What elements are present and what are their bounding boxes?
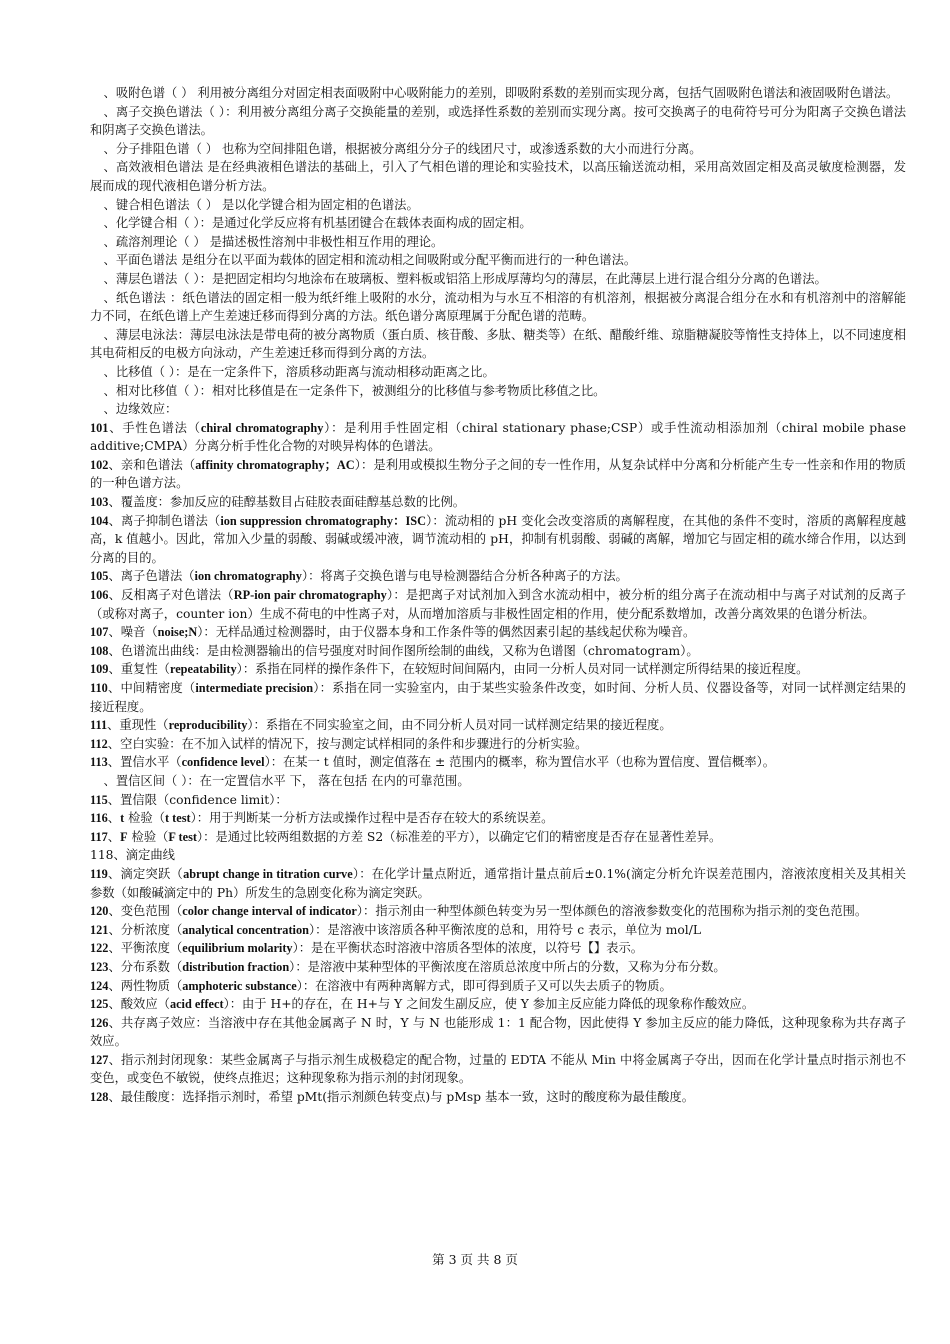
definition-paragraph [90,158,906,195]
definition-text: 、纸色谱法 ：纸色谱法的固定相一般为纸纤维上吸附的水分，流动相为与水互不相溶的有机溶剂，根据被分离混合组分在水和有机溶剂中的溶解能力不同，在纸色谱上产生差速迁移而得到分离的方法。纸色谱分离原理属于分配色谱的范畴。 [90,290,906,324]
definition-term: 、亲和色谱法（ [108,457,196,472]
numbered-definition [90,791,906,810]
term-english: abrupt change in titration curve [183,866,353,881]
definition-paragraph [90,270,906,289]
numbered-definition [90,642,906,661]
definition-text: ）：系指在不同实验室之间，由不同分析人员对同一试样测定结果的接近程度。 [247,718,672,733]
definition-text: ）：将离子交换色谱与电导检测器结合分析各种离子的方法。 [301,569,628,584]
term-english: confidence level [181,755,265,770]
term-english: analytical concentration [182,922,309,937]
definition-term: 、空白实验：在不加入试样的情况下，按与测定试样相同的条件和步骤进行的分析实验。 [107,736,588,751]
definition-text: ）：系指在同一实验室内，由于某些实验条件改变，如时间、分析人员、仪器设备等，对同一试样测定结果的接近程度。 [90,681,906,714]
term-english: reproducibility [168,718,248,733]
definition-number: 121 [90,922,109,937]
definition-paragraph [90,363,906,382]
definition-term: 、覆盖度：参加反应的硅醇基数目占硅胶表面硅醇基总数的比例。 [108,495,466,510]
definition-paragraph [90,846,906,865]
term-english: affinity chromatography；AC [195,457,355,472]
numbered-definition [90,735,906,754]
definition-number: 125 [90,997,109,1012]
definition-text: 、分子排阻色谱（ ） 也称为空间排阻色谱，根据被分离组分分子的线团尺寸，或渗透系数的大小而进行分离。 [103,141,702,156]
definition-text: ）：在溶液中有两种离解方式，即可得到质子又可以失去质子的物质。 [296,978,672,993]
definition-paragraph [90,251,906,270]
numbered-definition [90,456,906,493]
definition-text: ）：在化学计量点附近，通常指计量点前后±0.1%(滴定分析允许误差范围内，溶液浓度相关及其相关参数（如酸碱滴定中的 Ph）所发生的急剧变化称为滴定突跃。 [90,866,906,900]
definition-text: 、置信区间（ ）：在一定置信水平 下， 落在包括 在内的可靠范围。 [103,773,470,788]
numbered-definition [90,809,906,828]
definition-number: 127 [90,1052,109,1067]
definition-text: 、薄层电泳法：薄层电泳法是带电荷的被分离物质（蛋白质、核苷酸、多肽、糖类等）在纸、醋酸纤维、琼脂糖凝胶等惰性支持体上，以不同速度相其电荷相反的电极方向泳动，产生差速迁移而得到分离的方法。 [90,327,906,361]
definition-paragraph [90,196,906,215]
numbered-definition [90,493,906,512]
term-english: F [120,829,128,844]
numbered-definition [90,1088,906,1107]
definition-number: 122 [90,941,109,956]
definition-term: 、重复性（ [108,662,170,677]
numbered-definition [90,939,906,958]
definition-paragraph [90,140,906,159]
definition-text: 、平面色谱法 是组分在以平面为载体的固定相和流动相之间吸附或分配平衡而进行的一种色谱法。 [103,253,637,268]
term-english: repeatability [169,662,237,677]
numbered-definition [90,586,906,623]
term-english: t test [165,811,191,826]
definition-text: 、比移值（ ）：是在一定条件下，溶质移动距离与流动相移动距离之比。 [103,364,495,379]
definition-text: ）：是利用或模拟生物分子之间的专一性作用，从复杂试样中分离和分析能产生专一性亲和作用的物质的一种色谱方法。 [90,457,906,491]
term-english: chiral chromatography [200,420,324,435]
definition-text: ）：无样品通过检测器时，由于仪器本身和工作条件等的偶然因素引起的基线起伏称为噪音。 [197,625,696,640]
definition-text: ）：系指在同样的操作条件下，在较短时间间隔内，由同一分析人员对同一试样测定所得结果的接近程度。 [236,662,809,677]
numbered-definition [90,828,906,847]
numbered-definition [90,1051,906,1088]
definition-term: 、两性物质（ [108,978,183,993]
definition-number: 123 [90,959,109,974]
definition-term: 、噪音（ [108,625,158,640]
definition-text: 118、滴定曲线 [90,848,175,863]
definition-term: 、分布系数（ [108,959,183,974]
definition-term: 、离子抑制色谱法（ [108,513,221,528]
definition-text: ）：由于 H+的存在，在 H+与 Y 之间发生副反应，使 Y 参加主反应能力降低的现象称作酸效应。 [223,997,755,1012]
definition-paragraph [90,233,906,252]
definition-term: 、指示剂封闭现象：某些金属离子与指示剂生成极稳定的配合物，过量的 EDTA 不能从 Min 中将金属离子夺出，因而在化学计量点时指示剂也不变色，或变色不敏锐，使终点推迟；这种现象称为指示剂的封闭现象。 [90,1052,906,1086]
definition-number: 110 [90,681,108,695]
definition-text: 、化学键合相（ ）：是通过化学反应将有机基团键合在载体表面构成的固定相。 [103,216,532,231]
term-english: amphoteric substance [182,978,297,993]
definition-number: 113 [90,755,108,770]
definition-paragraph [90,400,906,419]
definition-number: 101 [90,420,109,435]
term-english: acid effect [169,997,224,1012]
definition-number: 128 [90,1090,109,1105]
term-english: RP-ion pair chromatography [233,588,387,603]
numbered-definition [90,512,906,568]
numbered-definition [90,958,906,977]
definition-paragraph [90,772,906,791]
definition-term: 、 [107,811,121,826]
numbered-definition [90,716,906,735]
definition-text: 、高效液相色谱法 是在经典液相色谱法的基础上，引入了气相色谱的理论和实验技术，以高压输送流动相，采用高效固定相及高灵敏度检测器，发展而成的现代液相色谱分析方法。 [90,160,906,193]
definition-paragraph [90,84,906,103]
definition-term: 、手性色谱法（ [108,420,201,435]
document-body [90,84,906,1107]
definition-term: 、置信限（confidence limit）： [107,792,288,807]
definition-term: 、酸效应（ [108,997,170,1012]
definition-term: 、重现性（ [107,718,169,733]
definition-text: ）：用于判断某一分析方法或操作过程中是否存在较大的系统误差。 [190,811,554,826]
numbered-definition [90,753,906,772]
definition-text: ）：是溶液中某种型体的平衡浓度在溶质总浓度中所占的分数，又称为分布分数。 [289,959,726,974]
numbered-definition [90,1014,906,1051]
definition-number: 108 [90,643,109,658]
definition-text: ）：是通过比较两组数据的方差 S2（标准差的平方），以确定它们的精密度是否存在显著性差异。 [197,829,722,844]
definition-text: ）：在某一 t 值时，测定值落在 ± 范围内的概率，称为置信水平（也称为置信度、置信概率）。 [264,755,776,770]
definition-term: 、反相离子对色谱法（ [108,588,234,603]
definition-term: 、中间精密度（ [107,681,196,695]
definition-term: 、置信水平（ [107,755,182,770]
term-english: ion chromatography [194,569,302,584]
definition-number: 106 [90,588,109,603]
definition-number: 116 [90,811,108,826]
definition-number: 111 [90,718,108,733]
numbered-definition [90,921,906,940]
term-english: distribution fraction [182,959,290,974]
definition-paragraph [90,103,906,140]
numbered-definition [90,660,906,679]
numbered-definition [90,679,906,716]
definition-text: 、边缘效应： [103,402,178,417]
term-english: ion suppression chromatography：ISC [220,513,427,528]
definition-number: 117 [90,829,108,844]
definition-text: ）：流动相的 pH 变化会改变溶质的离解程度，在其他的条件不变时，溶质的离解程度越高，k 值越小。因此，常加入少量的弱酸、弱碱或缓冲液，调节流动相的 pH，抑制有机弱酸、弱碱的离解，增加它与固定相的疏水缔合作用，以达到分离的目的。 [90,513,906,565]
numbered-definition [90,419,906,456]
definition-term: 检验（ [127,829,169,844]
term-english: noise;N [157,625,198,640]
definition-paragraph [90,214,906,233]
term-english: t [120,811,125,826]
definition-text: 、离子交换色谱法（ ）：利用被分离组分离子交换能量的差别，或选择性系数的差别而实现分离。按可交换离子的电荷符号可分为阳离子交换色谱法和阴离子交换色谱法。 [90,104,906,138]
definition-term: 、最佳酸度：选择指示剂时，希望 pMt(指示剂颜色转变点)与 pMsp 基本一致，这时的酸度称为最佳酸度。 [108,1090,694,1105]
definition-number: 112 [90,736,108,751]
definition-number: 105 [90,569,109,584]
definition-text: 、薄层色谱法（ ）：是把固定相均匀地涂布在玻璃板、塑料板或铝箔上形成厚薄均匀的薄层，在此薄层上进行混合组分分离的色谱法。 [103,271,827,286]
definition-number: 126 [90,1015,109,1030]
definition-text: ）：是溶液中该溶质各种平衡浓度的总和，用符号 c 表示，单位为 mol/L [308,922,702,937]
definition-term: 、共存离子效应：当溶液中存在其他金属离子 N 时，Y 与 N 也能形成 1：1 配合物，因此使得 Y 参加主反应的能力降低，这种现象称为共存离子效应。 [90,1015,906,1049]
definition-number: 120 [90,904,109,919]
definition-text: ）：指示剂由一种型体颜色转变为另一型体颜色的溶液参数变化的范围称为指示剂的变色范围。 [356,904,868,919]
definition-number: 103 [90,495,109,510]
definition-number: 104 [90,513,109,528]
definition-number: 102 [90,457,109,472]
definition-text: 、相对比移值（ ）：相对比移值是在一定条件下，被测组分的比移值与参考物质比移值之比。 [103,383,606,398]
definition-number: 115 [90,792,108,807]
definition-text: 、键合相色谱法（ ） 是以化学键合相为固定相的色谱法。 [103,197,419,212]
numbered-definition [90,865,906,902]
definition-text: ）：是在平衡状态时溶液中溶质各型体的浓度，以符号【】表示。 [292,941,644,956]
numbered-definition [90,977,906,996]
definition-term: 、变色范围（ [108,904,183,919]
term-english: intermediate precision [195,681,314,695]
definition-term: 、色谱流出曲线：是由检测器输出的信号强度对时间作图所绘制的曲线，又称为色谱图（chromatogram）。 [108,643,699,658]
numbered-definition [90,623,906,642]
term-english: color change interval of indicator [182,904,357,919]
definition-paragraph [90,382,906,401]
definition-term: 、滴定突跃（ [107,866,184,881]
definition-term: 、平衡浓度（ [108,941,183,956]
definition-text: 、吸附色谱（ ） 利用被分离组分对固定相表面吸附中心吸附能力的差别，即吸附系数的差别而实现分离，包括气固吸附色谱法和液固吸附色谱法。 [103,86,899,100]
term-english: equilibrium molarity [182,941,293,956]
definition-term: 、分析浓度（ [108,922,183,937]
page-footer: 第 3 页 共 8 页 [432,1252,518,1267]
definition-number: 119 [90,866,108,881]
definition-text: 、疏溶剂理论（ ） 是描述极性溶剂中非极性相互作用的理论。 [103,234,444,249]
definition-term: 、离子色谱法（ [108,569,195,584]
definition-number: 107 [90,625,109,640]
definition-term: 检验（ [124,811,166,826]
definition-text: ）：是利用手性固定相（chiral stationary phase;CSP）或手性流动相添加剂（chiral mobile phase additive;CMPA）分离分析手性化合物的对映异构体的色谱法。 [90,420,906,454]
definition-paragraph [90,326,906,363]
term-english: F test [168,829,197,844]
definition-text: ）：是把离子对试剂加入到含水流动相中，被分析的组分离子在流动相中与离子对试剂的反离子（或称对离子，counter ion）生成不荷电的中性离子对，从而增加溶质与非极性固定相的作用，使分配系数增加，改善分离效果的色谱分析法。 [90,588,906,621]
numbered-definition [90,567,906,586]
definition-term: 、 [107,829,121,844]
definition-paragraph [90,289,906,326]
definition-number: 124 [90,978,109,993]
numbered-definition [90,995,906,1014]
definition-number: 109 [90,662,109,677]
numbered-definition [90,902,906,921]
